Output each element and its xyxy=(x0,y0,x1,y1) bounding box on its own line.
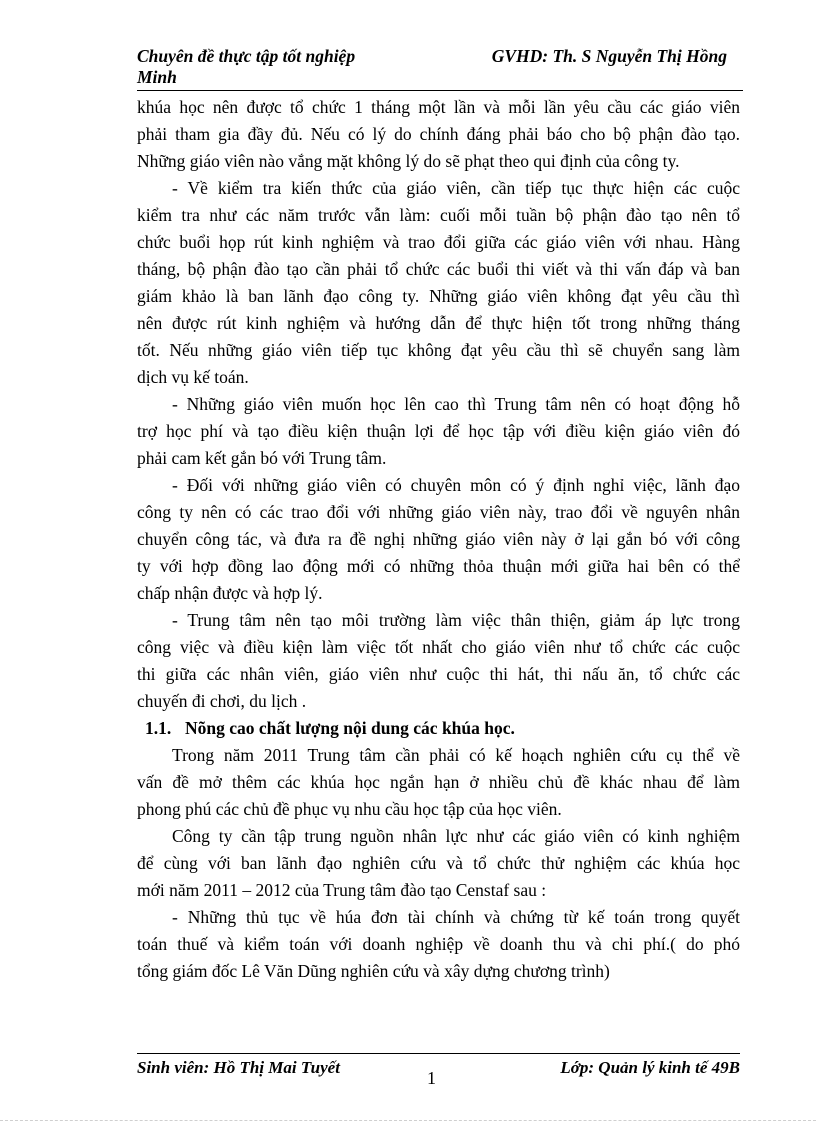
text-line: giám khảo là ban lãnh đạo công ty. Những giáo viên không đạt yêu cầu thì xyxy=(137,286,740,306)
page-footer xyxy=(137,1058,740,1088)
text-line: - Về kiểm tra kiến thức của giáo viên, cần tiếp tục thực hiện các cuộc xyxy=(172,178,740,198)
text-line: kiểm tra như các năm trước vẫn làm: cuối mỗi tuần bộ phận đào tạo nên tổ xyxy=(137,205,740,225)
text-line: - Trung tâm nên tạo môi trường làm việc thân thiện, giảm áp lực trong xyxy=(172,610,740,630)
text-line: chuyển công tác, và đưa ra đề nghị những giáo viên này ở lại gắn bó với công xyxy=(137,529,740,549)
footer-divider xyxy=(137,1053,740,1054)
text-line: chức buổi họp rút kinh nghiệm và trao đổi giữa các giáo viên với nhau. Hàng xyxy=(137,232,740,252)
document-body xyxy=(137,94,740,985)
text-line: tốt. Nếu những giáo viên tiếp tục không đạt yêu cầu thì sẽ chuyển sang làm xyxy=(137,340,740,360)
text-line: toán thuế và kiểm toán với doanh nghiệp về doanh thu và chi phí.( do phó xyxy=(137,934,740,954)
section-heading xyxy=(137,715,740,742)
text-line: công việc và điều kiện làm việc tốt nhất cho giáo viên như tổ chức các cuộc xyxy=(137,637,740,657)
text-line: - Những thủ tục về húa đơn tài chính và chứng từ kế toán trong quyết xyxy=(172,907,740,927)
text-line: ty với hợp đồng lao động mới có những thỏa thuận mới giữa hai bên có thể xyxy=(137,556,740,576)
footer-student: Sinh viên: Hồ Thị Mai Tuyết xyxy=(137,1058,340,1077)
text-line: Công ty cần tập trung nguồn nhân lực như các giáo viên có kinh nghiệm xyxy=(172,826,740,846)
text-line: vấn đề mở thêm các khúa học ngắn hạn ở nhiều chủ đề khác nhau để làm xyxy=(137,772,740,792)
text-line: Những giáo viên nào vắng mặt không lý do sẽ phạt theo qui định của công ty. xyxy=(137,151,680,171)
text-line: trợ học phí và tạo điều kiện thuận lợi để học tập với điều kiện giáo viên đó xyxy=(137,421,740,441)
text-line: nên được rút kinh nghiệm và hướng dẫn để thực hiện tốt trong những tháng xyxy=(137,313,740,333)
text-line: phải cam kết gắn bó với Trung tâm. xyxy=(137,448,387,468)
section-title: Nõng cao chất lượng nội dung các khúa học. xyxy=(185,718,515,738)
text-line: phải tham gia đầy đủ. Nếu có lý do chính đáng phải báo cho bộ phận đào tạo. xyxy=(137,124,740,144)
text-line: để cùng với ban lãnh đạo nghiên cứu và tổ chức thử nghiệm các khúa học xyxy=(137,853,740,873)
text-line: - Những giáo viên muốn học lên cao thì Trung tâm nên có hoạt động hỗ xyxy=(172,394,740,414)
text-line: thi giữa các nhân viên, giáo viên như cuộc thi hát, thi nấu ăn, tổ chức các xyxy=(137,664,740,684)
text-line: chuyến đi chơi, du lịch . xyxy=(137,691,307,711)
page-header xyxy=(137,46,743,91)
text-line: khúa học nên được tổ chức 1 tháng một lần và mỗi lần yêu cầu các giáo viên xyxy=(137,97,740,117)
text-line: - Đối với những giáo viên có chuyên môn có ý định nghỉ việc, lãnh đạo xyxy=(172,475,740,495)
header-document-title: Chuyên đề thực tập tốt nghiệp Minh xyxy=(137,46,356,87)
header-supervisor: GVHD: Th. S Nguyễn Thị Hồng xyxy=(491,46,727,66)
text-line: mới năm 2011 – 2012 của Trung tâm đào tạo Censtaf sau : xyxy=(137,880,547,900)
text-line: Trong năm 2011 Trung tâm cần phải có kế hoạch nghiên cứu cụ thể về xyxy=(172,745,740,765)
text-line: dịch vụ kế toán. xyxy=(137,367,249,387)
text-line: phong phú các chủ đề phục vụ nhu cầu học tập của học viên. xyxy=(137,799,562,819)
text-line: công ty nên có các trao đổi với những giáo viên này, trao đổi về nguyên nhân xyxy=(137,502,740,522)
footer-class: Lớp: Quản lý kinh tế 49B xyxy=(560,1058,740,1077)
text-line: chấp nhận được và hợp lý. xyxy=(137,583,323,603)
text-line: tổng giám đốc Lê Văn Dũng nghiên cứu và xây dựng chương trình) xyxy=(137,961,610,981)
text-line: tháng, bộ phận đào tạo cần phải tổ chức các buổi thi viết và thi vấn đáp và ban xyxy=(137,259,740,279)
page-boundary xyxy=(0,1120,816,1121)
section-number: 1.1. xyxy=(145,718,172,738)
page-number: 1 xyxy=(427,1068,436,1088)
